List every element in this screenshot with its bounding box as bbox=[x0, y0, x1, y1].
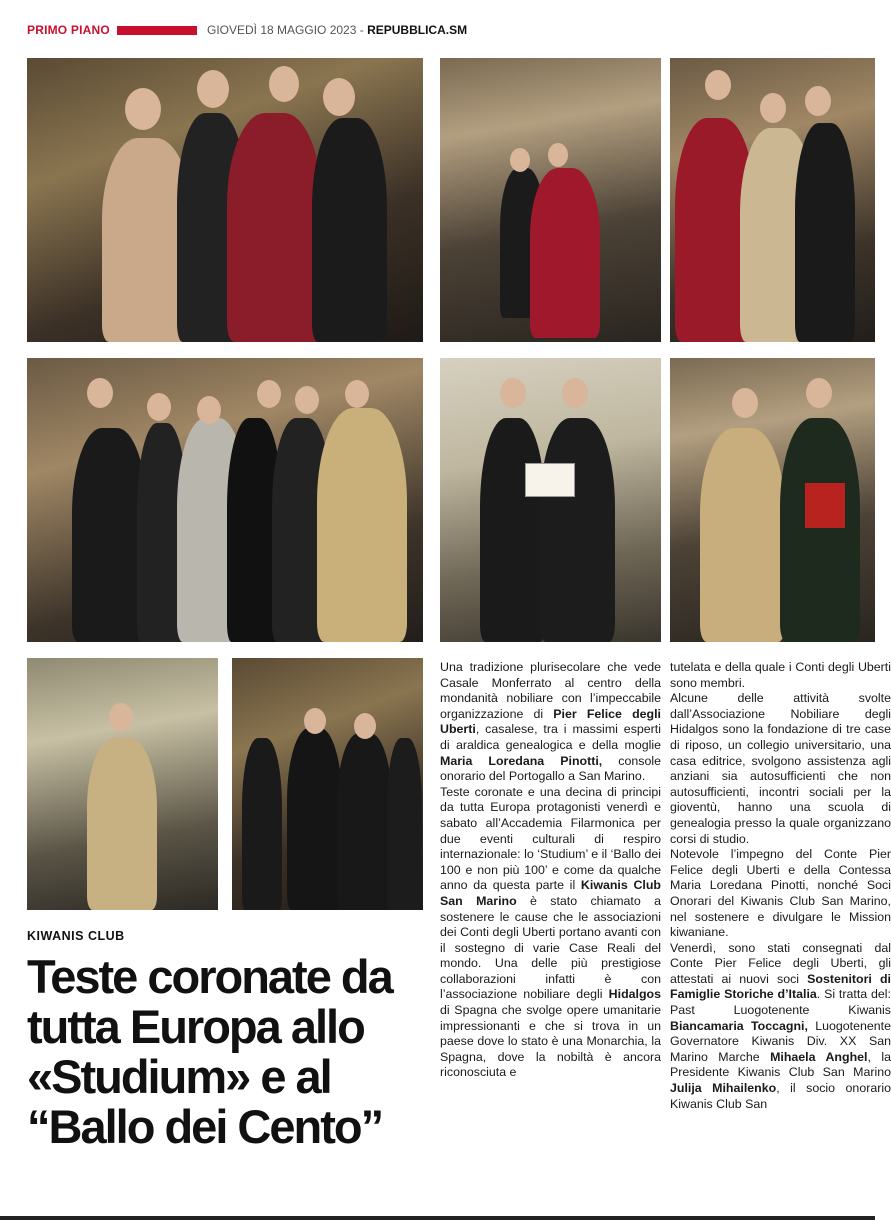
text-run: Teste coronate e una decina di principi da tutta Europa protagonisti venerdì e sabato all’Accademia Filarmonica per due eventi culturali di respiro internazionale: lo ‘Studium’ e il ‘Ballo dei 100 e non più 100’ e come da qualche anno da questa parte il bbox=[440, 784, 661, 893]
dateline-separator: - bbox=[356, 23, 368, 37]
paragraph bbox=[440, 660, 661, 785]
article-headline: Teste coronate da tutta Europa allo «Studium» e al “Ballo dei Cento” bbox=[27, 950, 392, 1153]
person-name: Biancamaria Toccagni, bbox=[670, 1018, 808, 1033]
association-name: Hidalgos bbox=[608, 987, 661, 1002]
text-run: , il socio onorario Kiwanis Club San bbox=[670, 1081, 891, 1111]
text-run: Venerdì, sono stati consegnati dal Conte Pier Felice degli Uberti, gli attestati ai nuovi soci bbox=[670, 940, 891, 986]
section-label: PRIMO PIANO bbox=[27, 23, 110, 37]
paragraph bbox=[670, 941, 891, 1113]
photo-couple-red-gown bbox=[440, 58, 661, 342]
photo-lady-gold-gown bbox=[27, 658, 218, 910]
text-run: Luogotenente Governatore Kiwanis Div. XX San Marino Marche bbox=[670, 1018, 891, 1064]
article-column-2 bbox=[670, 660, 891, 1112]
paragraph bbox=[670, 847, 891, 941]
banner-flag bbox=[805, 483, 845, 528]
section-color-bar bbox=[117, 26, 197, 35]
text-run: . Si tratta del: Past Luogotenente Kiwanis bbox=[670, 987, 891, 1018]
photo-group-four-guests bbox=[27, 58, 423, 342]
text-run: è stato chiamato a sostenere le cause che le associazioni dei Conti degli Uberti portano avanti con il sostegno di varie Case Reali del mondo. Una delle più prestigiose collaborazioni infatti è con l’associazione nobiliare degli bbox=[440, 893, 661, 1002]
person-name: Maria Loredana Pinotti, bbox=[440, 753, 603, 768]
photo-lady-and-guard bbox=[670, 358, 875, 642]
paragraph bbox=[670, 691, 891, 847]
text-run: Notevole l’impegno del Conte Pier Felice degli Uberti e della Contessa Maria Loredana Pinotti, nonché Soci Onorari del Kiwanis Club San Marino, nel sostenere e divulgare le Mission kiwaniane. bbox=[670, 847, 891, 940]
text-run: di Spagna che svolge opere umanitarie impressionanti e che si trova in un paese dove lo stato è una Monarchia, la Spagna, dove la nobiltà è ancora riconosciuta e bbox=[440, 1003, 661, 1080]
text-run: Alcune delle attività svolte dall’Associazione Nobiliare degli Hidalgos sono la fondazione di tre case di riposo, un collegio universitario, una casa editrice, svolgono assistenza agli anziani sia autosufficienti che non autosufficienti, incontri sociali per la gioventù, hanno una scuola di genealogia presso la quale organizzano corsi di studio. bbox=[670, 691, 891, 846]
title-name: Sostenitori di Famiglie Storiche d’Italia bbox=[670, 971, 891, 1002]
club-name: Kiwanis Club San Marino bbox=[440, 878, 661, 908]
photo-ladies-group bbox=[27, 358, 423, 642]
dateline bbox=[207, 23, 467, 37]
paragraph bbox=[670, 660, 891, 691]
article-kicker: KIWANIS CLUB bbox=[27, 929, 125, 943]
photo-three-ladies bbox=[670, 58, 875, 342]
photo-two-men-tuxedos bbox=[232, 658, 423, 910]
person-name: Pier Felice degli Uberti bbox=[440, 706, 661, 737]
page-bottom-rule bbox=[0, 1216, 875, 1220]
text-run: console onorario del Portogallo a San Marino. bbox=[440, 753, 661, 784]
person-name: Mihaela Anghel bbox=[770, 1049, 868, 1064]
text-run: , casalese, tra i massimi esperti di araldica genealogica e della moglie bbox=[440, 722, 661, 752]
page-header bbox=[27, 22, 857, 40]
paragraph bbox=[440, 785, 661, 1081]
text-run: , la Presidente Kiwanis Club San Marino bbox=[670, 1049, 891, 1080]
certificate-image bbox=[525, 463, 575, 497]
photo-certificate-handover bbox=[440, 358, 661, 642]
issue-date: GIOVEDÌ 18 MAGGIO 2023 bbox=[207, 23, 357, 37]
person-name: Julija Mihailenko bbox=[670, 1081, 777, 1096]
text-run: tutelata e della quale i Conti degli Uberti sono membri. bbox=[670, 660, 891, 690]
article-column-1 bbox=[440, 660, 661, 1081]
text-run: Una tradizione plurisecolare che vede Casale Monferrato al centro della mondanità nobiliare con l’impeccabile organizzazione di bbox=[440, 660, 661, 721]
publication-name: REPUBBLICA.SM bbox=[367, 23, 468, 37]
